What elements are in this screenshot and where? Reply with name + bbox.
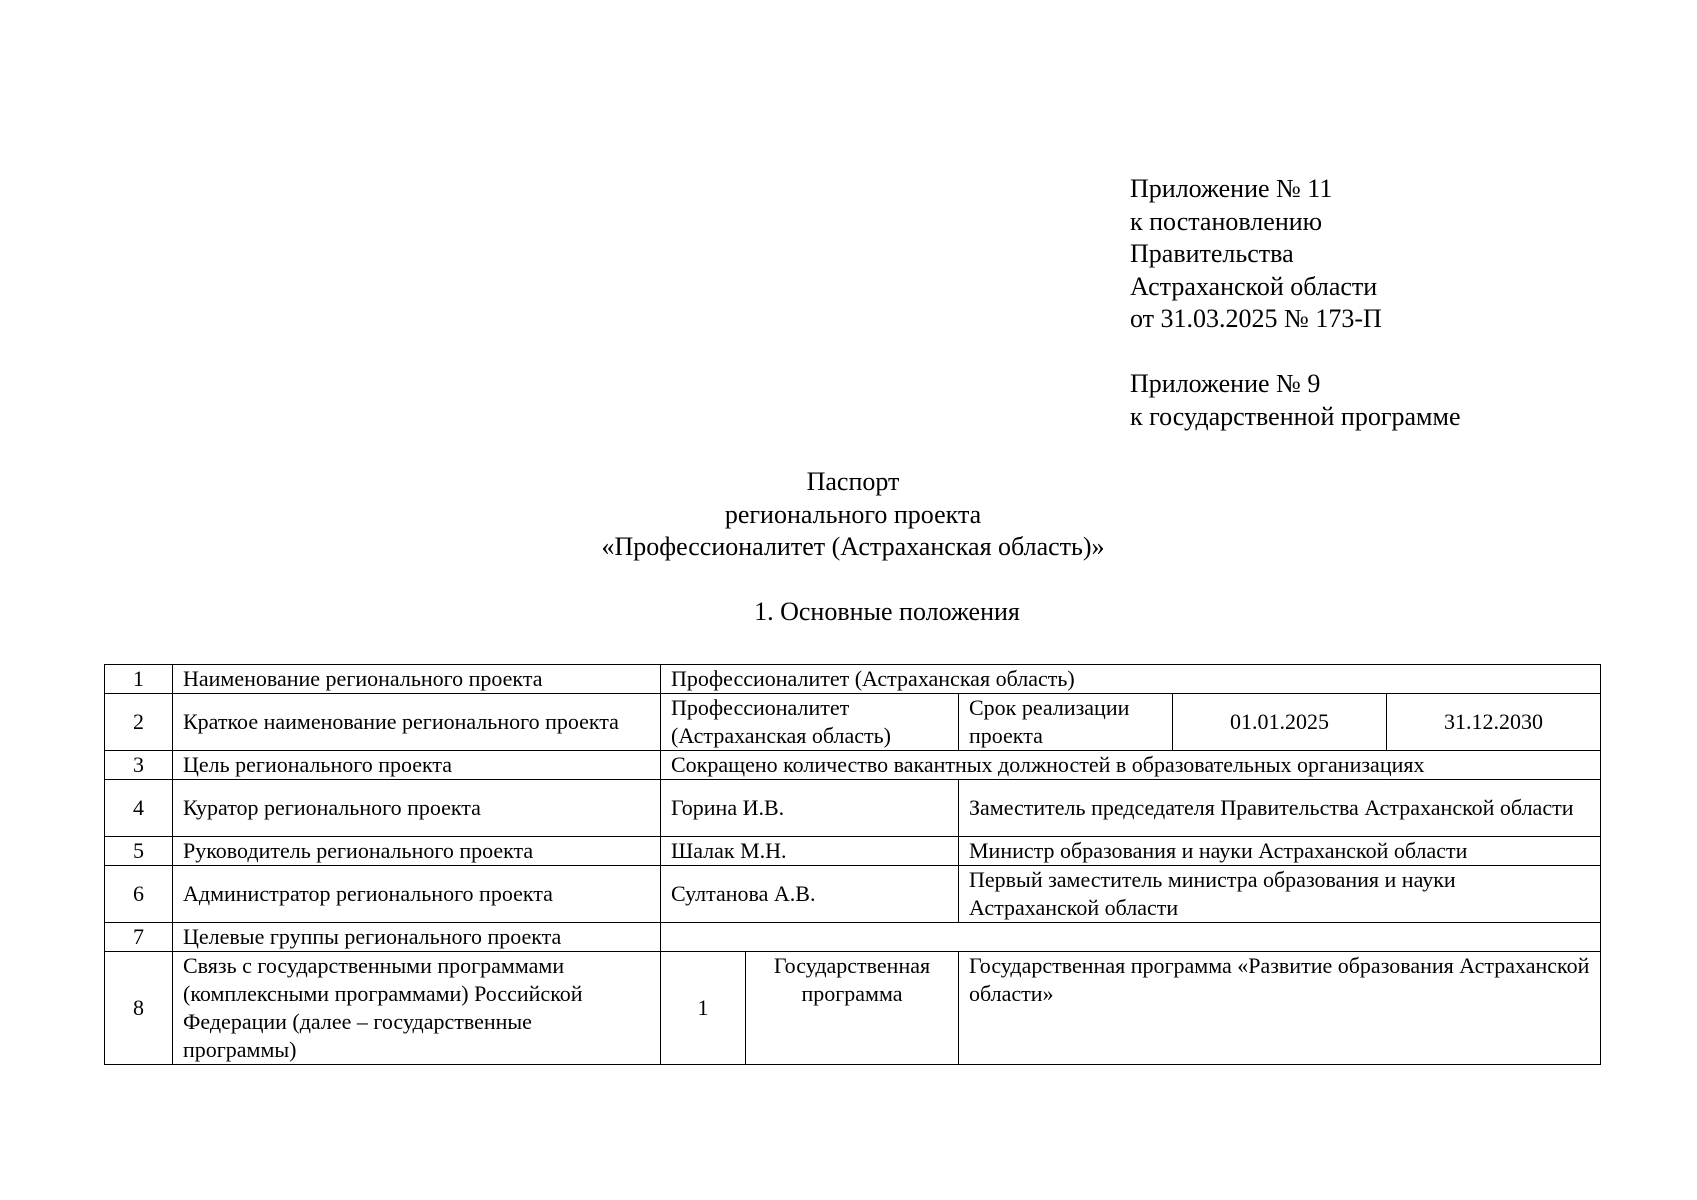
short-name-value: Профессионалитет (Астраханская область): [661, 694, 959, 751]
table-row: [105, 780, 1601, 837]
row-label: Целевые группы регионального проекта: [173, 923, 661, 952]
table-row: [105, 866, 1601, 923]
appendix-current-line-5: от 31.03.2025 № 173-П: [1130, 304, 1382, 333]
row-number: 2: [105, 694, 173, 751]
appendix-current-line-1: Приложение № 11: [1130, 174, 1333, 203]
row-number: 6: [105, 866, 173, 923]
row-number: 3: [105, 751, 173, 780]
goal-value: Сокращено количество вакантных должностей в образовательных организациях: [661, 751, 1601, 780]
table-row: [105, 694, 1601, 751]
section-heading: 1. Основные положения: [754, 597, 1020, 626]
appendix-original-line-2: к государственной программе: [1130, 401, 1461, 431]
row-number: 4: [105, 780, 173, 837]
row-number: 5: [105, 837, 173, 866]
curator-name: Горина И.В.: [661, 780, 959, 837]
program-sub-number: 1: [661, 952, 746, 1065]
project-name-value: Профессионалитет (Астраханская область): [661, 665, 1601, 694]
row-label: Куратор регионального проекта: [173, 780, 661, 837]
table-row: [105, 665, 1601, 694]
head-position: Министр образования и науки Астраханской области: [959, 837, 1601, 866]
administrator-name: Султанова А.В.: [661, 866, 959, 923]
row-label: Связь с государственными программами (комплексными программами) Российской Федерации (далее – государственные программы): [173, 952, 661, 1065]
appendix-current-line-4: Астраханской области: [1130, 271, 1378, 301]
row-number: 7: [105, 923, 173, 952]
curator-position: Заместитель председателя Правительства Астраханской области: [959, 780, 1601, 837]
appendix-original-line-1: Приложение № 9: [1130, 369, 1321, 398]
table-row: [105, 837, 1601, 866]
table-row: [105, 751, 1601, 780]
document-title: [0, 466, 1697, 564]
row-label: Администратор регионального проекта: [173, 866, 661, 923]
passport-table: [104, 664, 1601, 1065]
end-date: 31.12.2030: [1387, 694, 1601, 751]
row-number: 8: [105, 952, 173, 1065]
row-label: Наименование регионального проекта: [173, 665, 661, 694]
table-row: [105, 923, 1601, 952]
table-row: [105, 952, 1601, 1065]
target-groups-value: [661, 923, 1601, 952]
program-type: Государственная программа: [746, 952, 959, 1065]
row-label: Краткое наименование регионального проекта: [173, 694, 661, 751]
title-line-1: Паспорт: [806, 467, 900, 496]
program-name: Государственная программа «Развитие образования Астраханской области»: [959, 952, 1601, 1065]
appendix-current-block: [1130, 173, 1382, 336]
head-name: Шалак М.Н.: [661, 837, 959, 866]
appendix-current-line-3: Правительства: [1130, 239, 1294, 268]
row-number: 1: [105, 665, 173, 694]
term-label: Срок реализации проекта: [959, 694, 1173, 751]
start-date: 01.01.2025: [1173, 694, 1387, 751]
title-line-2: регионального проекта: [724, 499, 982, 529]
administrator-position: Первый заместитель министра образования и науки Астраханской области: [959, 866, 1601, 923]
appendix-original-block: [1130, 368, 1461, 433]
row-label: Руководитель регионального проекта: [173, 837, 661, 866]
row-label: Цель регионального проекта: [173, 751, 661, 780]
appendix-current-line-2: к постановлению: [1130, 206, 1323, 236]
title-line-3: «Профессионалитет (Астраханская область)»: [601, 532, 1105, 561]
